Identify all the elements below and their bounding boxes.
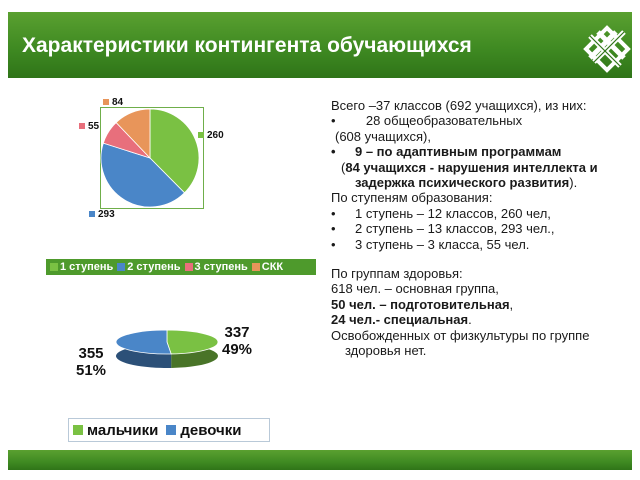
bullet-item (331, 237, 601, 252)
legend-label: 2 ступень (127, 261, 181, 273)
legend-stages (46, 259, 316, 275)
text-span: По группам здоровья: (331, 266, 463, 282)
bullet-item (331, 113, 601, 128)
data-label-girls (76, 345, 106, 379)
text-line (331, 129, 601, 144)
data-label-percent: 51% (76, 362, 107, 379)
text-span: ( (341, 159, 346, 175)
legend-item (117, 261, 180, 273)
text-span: (608 учащихся), (335, 128, 431, 144)
legend-label: 3 ступень (194, 261, 248, 273)
text-span: 3 ступень – 3 класса, 55 чел. (355, 236, 530, 252)
text-span: Всего –37 классов (692 учащихся), из них: (331, 98, 587, 113)
text-span: По ступеням образования: (331, 190, 493, 206)
text-span: 1 ступень – 12 классов, 260 чел, (355, 205, 551, 221)
text-span: , (509, 296, 514, 312)
text-line (331, 160, 601, 191)
text-span: ). (569, 175, 578, 191)
data-label-value: 55 (88, 121, 100, 132)
legend-label: девочки (180, 421, 242, 439)
legend-item (50, 261, 113, 273)
data-label-value: 293 (98, 209, 115, 220)
text-line (331, 98, 601, 113)
data-label-boys (222, 324, 252, 358)
pie-chart-gender (116, 330, 218, 368)
text-span: 9 – по адаптивным программам (355, 144, 562, 160)
legend-label: СКК (261, 261, 284, 273)
slide-footer (8, 450, 632, 470)
legend-label: мальчики (87, 421, 159, 439)
text-span: 28 общеобразовательных (365, 113, 523, 129)
data-label-value: 84 (112, 97, 124, 108)
legend-gender (68, 418, 270, 442)
info-text (331, 98, 601, 359)
text-line (331, 266, 601, 281)
text-line (331, 190, 601, 205)
bullet-item (331, 144, 601, 159)
text-line (331, 328, 601, 359)
legend-item (73, 422, 158, 439)
data-label-stage2 (89, 209, 115, 220)
bullet-item (331, 221, 601, 236)
text-line (331, 312, 601, 327)
data-label-value: 260 (207, 130, 224, 141)
text-span-bold: 84 учащихся - нарушения интеллекта и задержка психического развития (345, 159, 598, 191)
legend-item (166, 422, 241, 439)
pie-chart-stages (101, 109, 199, 207)
text-span: 618 чел. – основная группа, (331, 281, 499, 297)
text-span: 2 ступень – 13 классов, 293 чел., (355, 221, 555, 237)
data-label-skk (103, 97, 123, 108)
bullet-item (331, 206, 601, 221)
legend-item (252, 261, 283, 273)
legend-label: 1 ступень (60, 261, 114, 273)
data-label-percent: 49% (222, 341, 253, 358)
text-span-bold: 24 чел.- специальная (331, 312, 469, 328)
text-span-bold: 50 чел. – подготовительная (331, 296, 510, 312)
text-span: . (468, 312, 472, 328)
text-line (331, 297, 601, 312)
text-line (331, 281, 601, 296)
data-label-stage3 (79, 121, 99, 132)
legend-item (185, 261, 248, 273)
data-label-value: 337 (224, 324, 250, 341)
page-title: Характеристики контингента обучающихся (22, 34, 472, 57)
data-label-value: 355 (78, 345, 104, 362)
text-span: Освобожденных от физкультуры по группе здоровья нет. (331, 327, 590, 359)
data-label-stage1 (198, 130, 224, 141)
